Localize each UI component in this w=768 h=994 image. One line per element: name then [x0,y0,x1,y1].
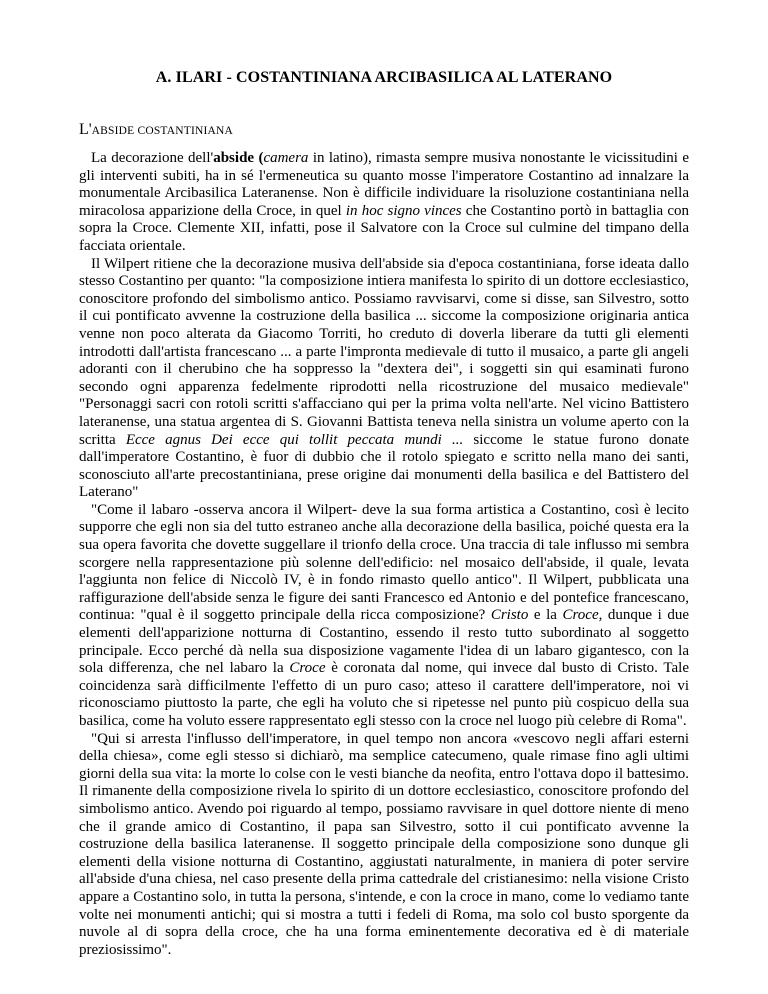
p1-text-a: La decorazione dell' [91,150,214,166]
section-heading [79,121,233,139]
p1-text-f: che Costantino portò in battaglia con sopra la Croce. Clemente XII, infatti, pose il Salvatore con la Croce sul culmine del timpano della facciata orientale. [79,202,690,254]
p1-italic-camera: camera [263,150,309,166]
paragraph-3 [79,502,689,731]
body-text [79,150,689,959]
p3-text-g: è coronata dal nome, qui invece dal busto di Cristo. Tale coincidenza sarà difficilmente l'effetto di un puro caso; atteso il carattere dell'imperatore, noi vi riconosciamo piuttosto la parte, che egli ha voluto che si ripetesse nel punto più cospicuo della sua basilica, come ha voluto essere rappresentato egli stesso con la croce nel luogo più celebre di Roma". [79,660,689,729]
p1-italic-motto: in hoc signo vinces [345,202,462,219]
paragraph-1 [79,150,689,256]
p3-italic-croce: Croce, [562,607,603,624]
p3-text-e: dunque i due elementi dell'apparizione notturna di Costantino, essendo il resto tutto subordinato al soggetto principale. Ecco perché dà nella sua disposizione vagamente l'idea di un labaro gigantesco, con la sola differenza, che nel labaro la [79,607,690,677]
p4-text-a: "Qui si arresta l'influsso dell'imperatore, in quel tempo non ancora «vescovo negli affari esterni della chiesa», come egli stesso si dichiarò, ma semplice catecumeno, quale rimase fino agli ultimi giorni della sua vita: la morte lo colse con le vesti bianche da neofita, entro l'ottava dopo il battesimo. Il rimanente della composizione rivela lo spirito di un dottore ecclesiastico, conoscitore profondo del simbolismo antico. Avendo poi riguardo al tempo, possiamo ravvisare in quel dottore niente di meno che il grande amico di Costantino, il papa san Silvestro, sotto il cui pontificato avvenne la costruzione della basilica lateranense. Il soggetto principale della composizione sono dunque gli elementi della visione notturna di Costantino, aggiustati naturalmente, in maniera di poter servire all'abside d'una chiesa, nel caso presente della prima cattedrale del cristianesimo: nella visione Cristo appare a Costantino solo, in tutta la persona, s'intende, e con la croce in mano, come lo vediamo tante volte nei monumenti antichi; qui si mostra a tutti i fedeli di Roma, ma solo col busto sporgente da nuvole al di sopra della croce, che ha una forma eminentemente decorativa ed è di materiale preziosissimo". [79,730,689,958]
p1-text-d: in latino), rimasta sempre musiva nonostante le vicissitudini e gli interventi subiti, ha in sé l'ermeneutica su quanto mosse l'imperatore Costantino ad innalzare la monumentale Arcibasilica Lateranense. Non è difficile individuare la risoluzione costantiniana nella miracolosa apparizione della Croce, in quel [79,150,689,219]
p3-italic-cristo: Cristo [490,607,529,624]
section-heading-smallcaps: ABSIDE COSTANTINIANA [91,125,234,137]
p2-italic-inscription: Ecce agnus Dei ecce qui tollit peccata mundi ... [125,431,464,448]
p2-text-c: siccome le statue furono donate dall'imperatore Costantino, è fuor di dubbio che il rotolo spiegato e scritto nella mano dei santi, sconosciuto all'arte precostantiniana, prese origine dai monumenti della basilica e del Battistero del Laterano" [79,431,689,501]
section-heading-initial: L' [79,121,92,138]
paragraph-2 [79,256,689,502]
p3-italic-croce-2: Croce [289,660,326,677]
page-title: A. ILARI - COSTANTINIANA ARCIBASILICA AL LATERANO [155,69,613,86]
p2-text-a: Il Wilpert ritiene che la decorazione musiva dell'abside sia d'epoca costantiniana, forse ideata dallo stesso Costantino per quanto: "la composizione intiera manifesta lo spirito di un dottore ecclesiastico, conoscitore profondo del simbolismo antico. Possiamo ravvisarvi, come si disse, san Silvestro, sotto il cui pontificato avvenne la costruzione della basilica ... siccome la composizione originaria antica venne non poco alterata da Giacomo Torriti, ho creduto di doverla liberare da tutti gli elementi introdotti dall'artista francescano ... a parte l'impronta medievale di tutto il musaico, a parte gli angeli adoranti con il cherubino che ha soppresso la "dextera dei", i soggetti sin qui esaminati furono secondo ogni apparenza fedelmente riprodotti nella ricostruzione del musaico medievale" "Personaggi sacri con rotoli scritti s'affacciano qui per la prima volta nell'arte. Nel vicino Battistero lateranense, una statua argentea di S. Giovanni Battista teneva nella sinistra un volume aperto con la scritta [79,255,689,448]
p3-text-a: "Come il labaro -osserva ancora il Wilpert- deve la sua forma artistica a Costantino, così è lecito supporre che egli non sia del tutto estraneo anche alla decorazione della basilica, poiché questa era la sua opera favorita che dovette suggellare il trionfo della croce. Una traccia di tale influsso mi sembra scorgere nella rappresentazione più solenne dell'edificio: nel mosaico dell'abside, il quale, levata l'aggiunta non felice di Niccolò IV, è in fondo rimasto quello antico". Il Wilpert, pubblicata una raffigurazione dell'abside senza le figure dei santi Francesco ed Antonio e del pontefice francescano, continua: "qual è il soggetto principale della ricca composizione? [79,501,689,624]
p1-bold-abside: abside ( [213,150,264,166]
p3-text-c: e la [528,607,563,624]
paragraph-4 [79,731,689,960]
